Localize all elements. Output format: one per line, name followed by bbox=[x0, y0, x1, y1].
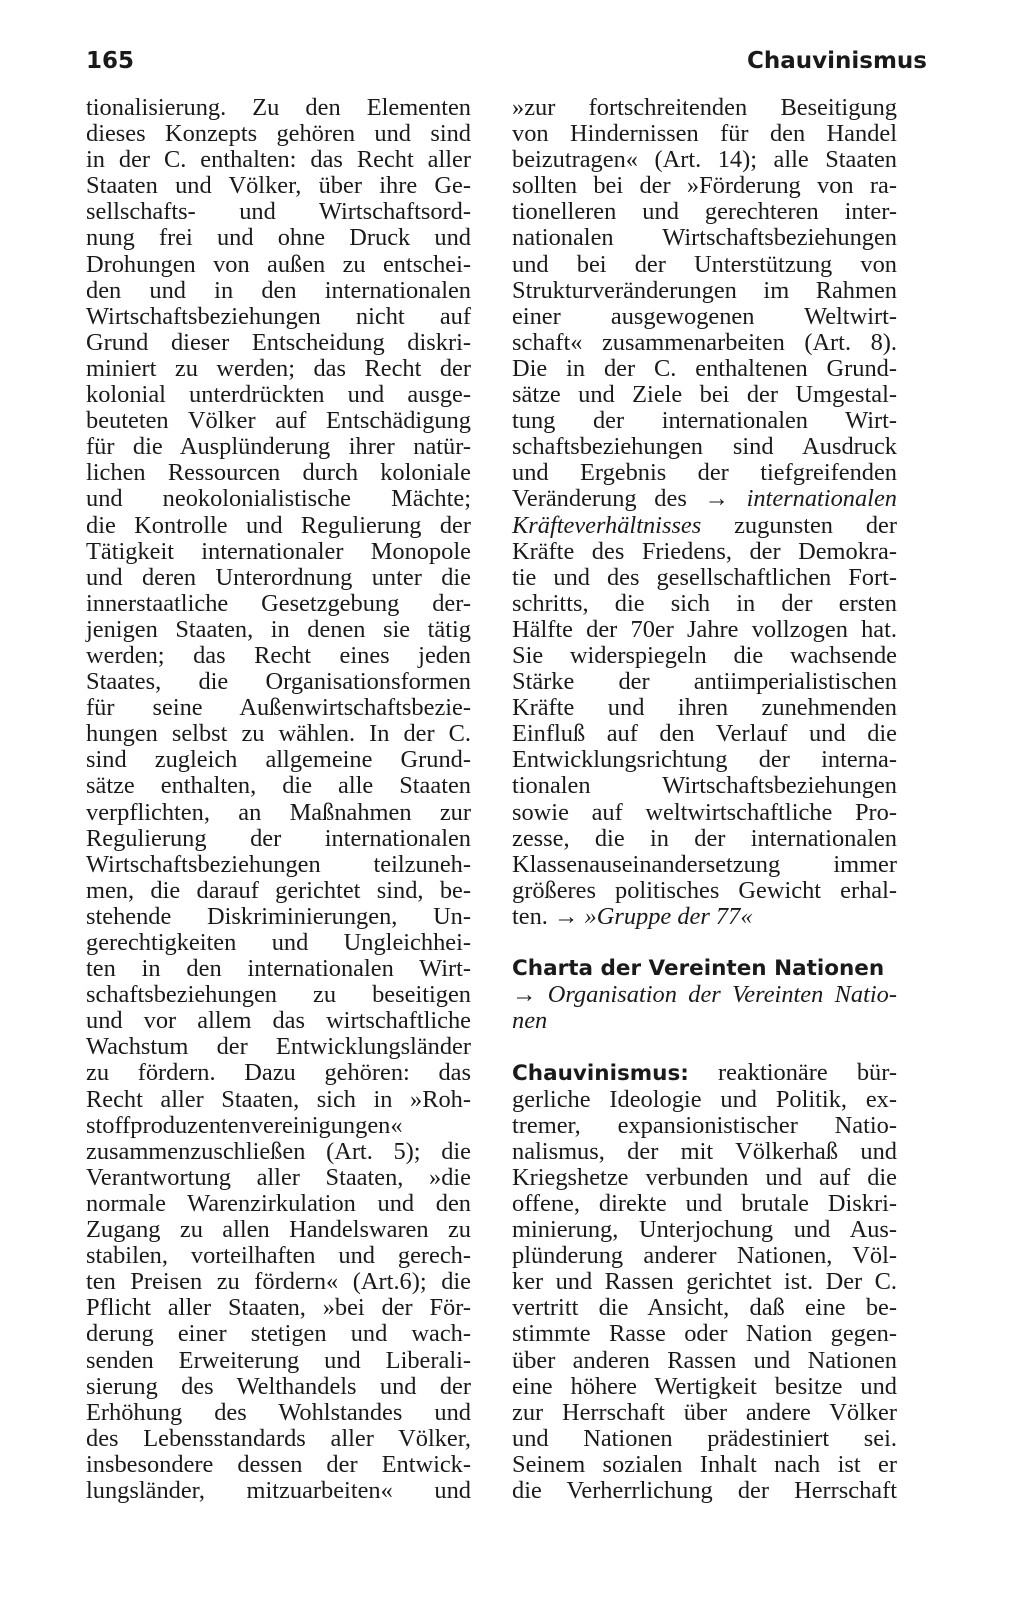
text-line: ten in den internationalen Wirt- bbox=[86, 955, 471, 983]
xref-term-internationalen[interactable]: internationalen bbox=[746, 485, 897, 513]
text-line: miniert zu werden; das Recht der bbox=[86, 354, 471, 382]
chauvinismus-text bbox=[512, 1087, 897, 1505]
text-line: Sie widerspiegeln die wachsende bbox=[512, 641, 897, 669]
text-line: tung der internationalen Wirt- bbox=[512, 407, 897, 435]
right-column bbox=[512, 95, 897, 1504]
text-line: des Lebensstandards aller Völker, bbox=[86, 1424, 471, 1452]
text-line: beizutragen« (Art. 14); alle Staaten bbox=[512, 146, 897, 174]
text-line: Grund dieser Entscheidung diskri- bbox=[86, 328, 471, 356]
text-line: stehende Diskriminierungen, Un- bbox=[86, 902, 471, 930]
text-line: über anderen Rassen und Nationen bbox=[512, 1346, 897, 1374]
final-ref-lead: ten. bbox=[512, 902, 548, 930]
text-line: hungen selbst zu wählen. In der C. bbox=[86, 720, 471, 748]
xref-lead-text: Veränderung des bbox=[512, 485, 687, 513]
text-line: Kriegshetze verbunden und auf die bbox=[512, 1163, 897, 1191]
text-line: eine höhere Wertigkeit besitze und bbox=[512, 1372, 897, 1400]
text-line: größeres politisches Gewicht erhal- bbox=[512, 876, 897, 904]
text-line: Verantwortung aller Staaten, »die bbox=[86, 1163, 471, 1191]
spacer bbox=[512, 930, 897, 956]
text-line: Wachstum der Entwicklungsländer bbox=[86, 1033, 471, 1061]
charta-text-continued bbox=[512, 95, 897, 486]
text-line: tionelleren und gerechteren inter- bbox=[512, 198, 897, 226]
text-line: dieses Konzepts gehören und sind bbox=[86, 120, 471, 148]
text-line: men, die darauf gerichtet sind, be- bbox=[86, 876, 471, 904]
running-head: Chauvinismus bbox=[746, 48, 927, 74]
text-line: schaftsbeziehungen sind Ausdruck bbox=[512, 433, 897, 461]
text-line: den und in den internationalen bbox=[86, 276, 471, 304]
text-line: die Verherrlichung der Herrschaft bbox=[512, 1476, 897, 1504]
spacer bbox=[512, 1034, 897, 1060]
text-line: werden; das Recht eines jeden bbox=[86, 641, 471, 669]
text-line: gerliche Ideologie und Politik, ex- bbox=[512, 1085, 897, 1113]
text-line: Strukturveränderungen im Rahmen bbox=[512, 276, 897, 304]
text-line: Einfluß auf den Verlauf und die bbox=[512, 720, 897, 748]
text-line: tionalisierung. Zu den Elementen bbox=[86, 94, 471, 121]
text-line: lungsländer, mitzuarbeiten« und bbox=[86, 1476, 471, 1504]
charta-ref-line-2[interactable]: nen bbox=[512, 1007, 548, 1035]
arrow-icon: → bbox=[704, 485, 729, 513]
lemma-definition-start: reaktionäre bür- bbox=[718, 1059, 897, 1087]
text-line: zesse, die in der internationalen bbox=[512, 824, 897, 852]
text-line: Entwicklungsrichtung der interna- bbox=[512, 746, 897, 774]
text-line: Staates, die Organisationsformen bbox=[86, 668, 471, 696]
text-line: verpflichten, an Maßnahmen zur bbox=[86, 798, 471, 826]
text-line: sätze enthalten, die alle Staaten bbox=[86, 772, 471, 800]
text-line: insbesondere dessen der Entwick- bbox=[86, 1450, 471, 1478]
text-line: stimmte Rasse oder Nation gegen- bbox=[512, 1320, 897, 1348]
text-line: Hälfte der 70er Jahre vollzogen hat. bbox=[512, 615, 897, 643]
text-line: sollten bei der »Förderung von ra- bbox=[512, 172, 897, 200]
text-line: und Nationen prädestiniert sei. bbox=[512, 1424, 897, 1452]
text-line: beuteten Völker auf Entschädigung bbox=[86, 407, 471, 435]
text-line: tremer, expansionistischer Natio- bbox=[512, 1111, 897, 1139]
text-line: schritts, die sich in der ersten bbox=[512, 589, 897, 617]
entry-heading-charta: Charta der Vereinten Nationen bbox=[512, 956, 885, 982]
text-line: sierung des Welthandels und der bbox=[86, 1372, 471, 1400]
text-line: für seine Außenwirtschaftsbezie- bbox=[86, 694, 471, 722]
text-line: schaft« zusammenarbeiten (Art. 8). bbox=[512, 328, 897, 356]
text-line: Kräfte des Friedens, der Demokra- bbox=[512, 537, 897, 565]
text-line: stabilen, vorteilhaften und gerech- bbox=[86, 1242, 471, 1270]
text-line: und vor allem das wirtschaftliche bbox=[86, 1007, 471, 1035]
text-line: ker und Rassen gerichtet ist. Der C. bbox=[512, 1268, 897, 1296]
text-line: zusammenzuschließen (Art. 5); die bbox=[86, 1137, 471, 1165]
text-line: und Ergebnis der tiefgreifenden bbox=[512, 459, 897, 487]
text-line: Die in der C. enthaltenen Grund- bbox=[512, 354, 897, 382]
text-line: nationalen Wirtschaftsbeziehungen bbox=[512, 224, 897, 252]
text-line: sellschafts- und Wirtschaftsord- bbox=[86, 198, 471, 226]
page-number: 165 bbox=[86, 48, 135, 74]
text-line: Tätigkeit internationaler Monopole bbox=[86, 537, 471, 565]
text-line: lichen Ressourcen durch koloniale bbox=[86, 459, 471, 487]
final-ref-line bbox=[512, 904, 897, 930]
text-line: von Hindernissen für den Handel bbox=[512, 120, 897, 148]
text-line: sind zugleich allgemeine Grund- bbox=[86, 746, 471, 774]
arrow-icon: → bbox=[512, 981, 537, 1009]
xref-organisation-vn[interactable]: Organisation der Vereinten Natio- bbox=[547, 981, 897, 1009]
text-line: stoffproduzentenvereinigungen« bbox=[86, 1111, 403, 1139]
text-line: sätze und Ziele bei der Umgestal- bbox=[512, 381, 897, 409]
text-line: jenigen Staaten, in denen sie tätig bbox=[86, 615, 471, 643]
charta-text-end bbox=[512, 539, 897, 904]
text-line: Kräfte und ihren zunehmenden bbox=[512, 694, 897, 722]
text-line: senden Erweiterung und Liberali- bbox=[86, 1346, 471, 1374]
text-line: Erhöhung des Wohlstandes und bbox=[86, 1398, 471, 1426]
text-line: und neokolonialistische Mächte; bbox=[86, 485, 471, 513]
text-line: nung frei und ohne Druck und bbox=[86, 224, 471, 252]
entry-lemma-chauvinismus: Chauvinismus: bbox=[512, 1061, 689, 1087]
text-line: einer ausgewogenen Weltwirt- bbox=[512, 302, 897, 330]
text-line: und deren Unterordnung unter die bbox=[86, 563, 471, 591]
text-line: Zugang zu allen Handelswaren zu bbox=[86, 1216, 471, 1244]
text-line: schaftsbeziehungen zu beseitigen bbox=[86, 981, 471, 1009]
text-line: kolonial unterdrückten und ausge- bbox=[86, 381, 471, 409]
charta-ref-line bbox=[512, 982, 897, 1008]
text-line: Wirtschaftsbeziehungen nicht auf bbox=[86, 302, 471, 330]
text-line: Wirtschaftsbeziehungen teilzuneh- bbox=[86, 850, 471, 878]
text-line: »zur fortschreitenden Beseitigung bbox=[512, 94, 897, 121]
text-line: und bei der Unterstützung von bbox=[512, 250, 897, 278]
text-line: Pflicht aller Staaten, »bei der För- bbox=[86, 1294, 471, 1322]
xref-term-kraefteverhaeltnisses[interactable]: Kräfteverhältnisses bbox=[512, 511, 702, 539]
text-line: in der C. enthalten: das Recht aller bbox=[86, 146, 471, 174]
text-line: gerechtigkeiten und Ungleichhei- bbox=[86, 929, 471, 956]
text-line: Recht aller Staaten, sich in »Roh- bbox=[86, 1085, 471, 1113]
text-line: offene, direkte und brutale Diskri- bbox=[512, 1189, 897, 1217]
text-line: Klassenauseinandersetzung immer bbox=[512, 850, 897, 878]
text-line: Seinem sozialen Inhalt nach ist er bbox=[512, 1450, 897, 1478]
text-line: sowie auf weltwirtschaftliche Pro- bbox=[512, 798, 897, 826]
text-line: plünderung anderer Nationen, Völ- bbox=[512, 1242, 897, 1270]
text-line: Stärke der antiimperialistischen bbox=[512, 668, 897, 696]
text-line: Regulierung der internationalen bbox=[86, 824, 471, 852]
text-line: nalismus, der mit Völkerhaß und bbox=[512, 1137, 897, 1165]
text-line: normale Warenzirkulation und den bbox=[86, 1189, 471, 1217]
text-line: zur Herrschaft über andere Völker bbox=[512, 1398, 897, 1426]
text-line: die Kontrolle und Regulierung der bbox=[86, 511, 471, 539]
text-line: innerstaatliche Gesetzgebung der- bbox=[86, 589, 471, 617]
text-line: ten Preisen zu fördern« (Art.6); die bbox=[86, 1268, 471, 1296]
text-line: zu fördern. Dazu gehören: das bbox=[86, 1059, 471, 1087]
text-line: tionalen Wirtschaftsbeziehungen bbox=[512, 772, 897, 800]
text-line: minierung, Unterjochung und Aus- bbox=[512, 1216, 897, 1244]
text-line: tie und des gesellschaftlichen Fort- bbox=[512, 563, 897, 591]
xref-line bbox=[512, 486, 897, 512]
text-line: vertritt die Ansicht, daß eine be- bbox=[512, 1294, 897, 1322]
arrow-icon: → bbox=[554, 902, 579, 930]
text-line: derung einer stetigen und wach- bbox=[86, 1320, 471, 1348]
xref-line-2 bbox=[512, 513, 897, 539]
left-column bbox=[86, 95, 471, 1504]
xref-trail-text: zugunsten der bbox=[734, 511, 897, 539]
text-line: Drohungen von außen zu entschei- bbox=[86, 250, 471, 278]
chauvinismus-first-line bbox=[512, 1060, 897, 1086]
text-line: für die Ausplünderung ihrer natür- bbox=[86, 433, 471, 461]
text-line: Staaten und Völker, über ihre Ge- bbox=[86, 172, 471, 200]
xref-gruppe-der-77[interactable]: »Gruppe der 77« bbox=[584, 902, 753, 930]
